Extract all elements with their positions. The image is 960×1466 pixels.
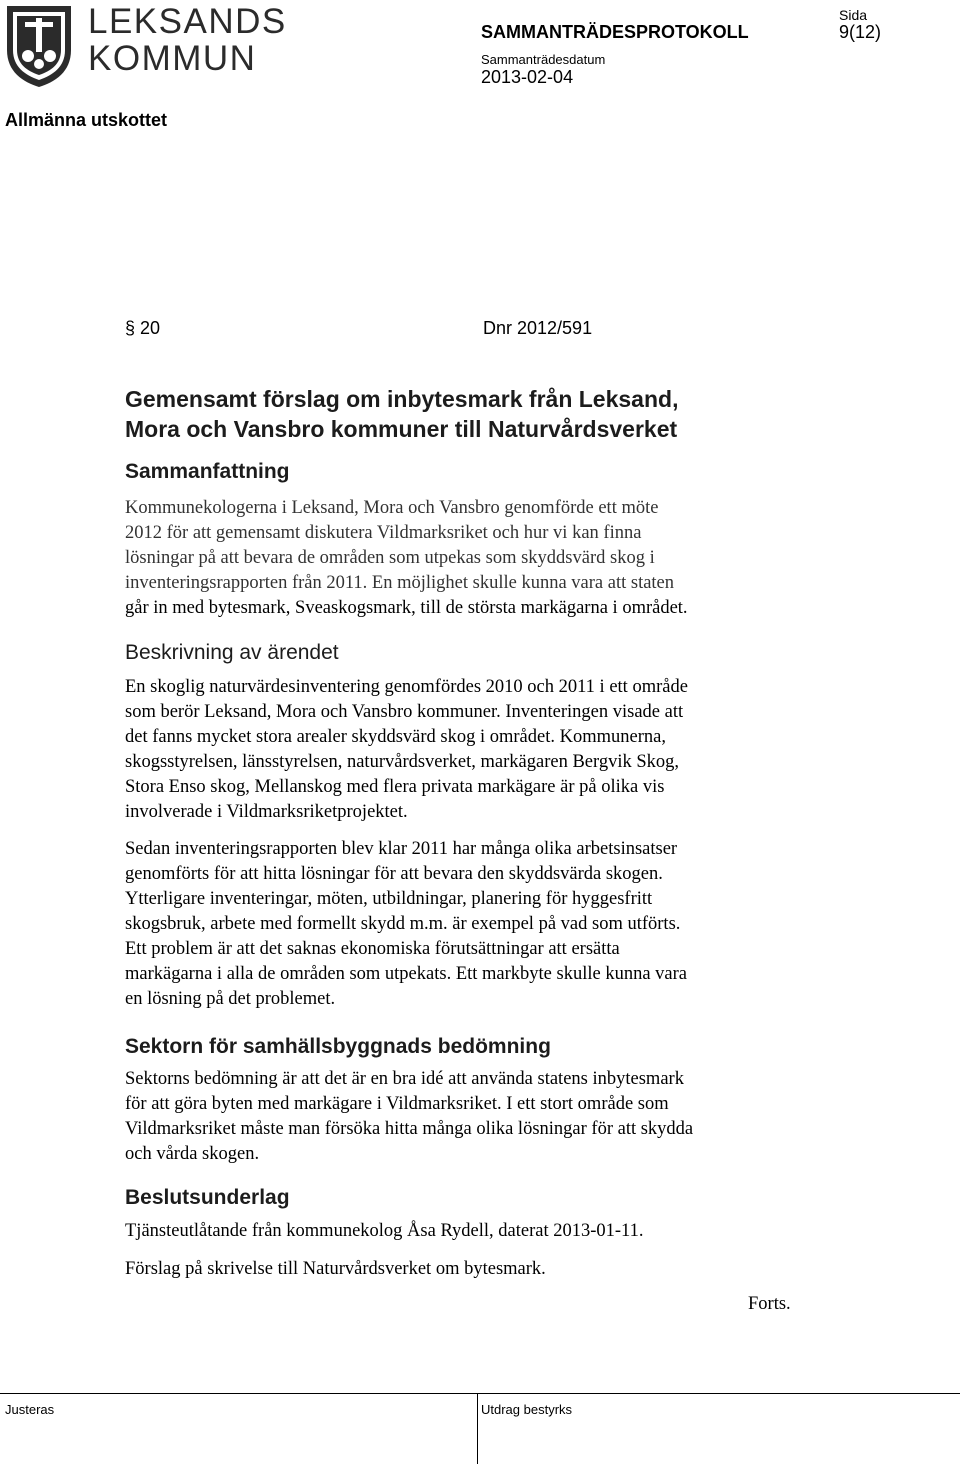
text-line: Sektorns bedömning är att det är en bra idé att använda statens inbytesmark	[125, 1069, 684, 1089]
decision-basis-heading: Beslutsunderlag	[125, 1186, 290, 1209]
sector-assessment-paragraph	[125, 1067, 825, 1167]
item-title-line: Gemensamt förslag om inbytesmark från Leksand,	[125, 386, 679, 412]
sector-assessment-heading: Sektorn för samhällsbyggnads bedömning	[125, 1035, 551, 1058]
signature-box-divider	[477, 1394, 478, 1464]
description-paragraph-2	[125, 837, 825, 1012]
text-line: genomförts för att hitta lösningar för att bevara den skyddsvärda skogen.	[125, 864, 663, 884]
description-paragraph-1	[125, 675, 825, 825]
text-line: det fanns mycket stora arealer skyddsvärd skog i området. Kommunerna,	[125, 727, 666, 747]
logo-text-kommun: KOMMUN	[88, 39, 257, 78]
description-heading: Beskrivning av ärendet	[125, 641, 339, 664]
text-line: skogsstyrelsen, länsstyrelsen, naturvårdsverket, markägaren Bergvik Skog,	[125, 752, 680, 772]
text-line: för att göra byten med markägare i Vildmarksriket. I ett stort område som	[125, 1094, 669, 1114]
text-line: Vildmarksriket måste man försöka hitta många olika lösningar för att skydda	[125, 1119, 694, 1139]
text-line: som berör Leksand, Mora och Vansbro kommuner. Inventeringen visade att	[125, 702, 684, 722]
page-number: 9(12)	[839, 22, 882, 42]
leksands-coat-of-arms-logo	[5, 4, 73, 88]
paragraph-sign: §	[125, 318, 136, 338]
meeting-date-value: 2013-02-04	[481, 67, 574, 87]
document-type: SAMMANTRÄDESPROTOKOLL	[481, 22, 749, 42]
logo-text-leksands: LEKSANDS	[88, 2, 287, 41]
text-line: 2012 för att gemensamt diskutera Vildmarksriket och hur vi kan finna	[125, 523, 642, 543]
footer-divider	[0, 1393, 960, 1394]
text-line: inventeringsrapporten från 2011. En möjlighet skulle kunna vara att staten	[125, 573, 675, 593]
text-line: En skoglig naturvärdesinventering genomfördes 2010 och 2011 i ett område	[125, 677, 688, 697]
decision-basis-item: Förslag på skrivelse till Naturvårdsverket om bytesmark.	[125, 1259, 546, 1279]
continued-marker: Forts.	[748, 1294, 791, 1314]
item-title-line: Mora och Vansbro kommuner till Naturvårdsverket	[125, 416, 678, 442]
text-line: involverade i Vildmarksriketprojektet.	[125, 802, 408, 822]
text-line: lösningar på att bevara de områden som utpekas som skyddsvärd skog i	[125, 548, 655, 568]
text-line: Ett problem är att det saknas ekonomiska förutsättningar att ersätta	[125, 939, 620, 959]
text-line: en lösning på det problemet.	[125, 989, 336, 1009]
text-line: Ytterligare inventeringar, möten, utbildningar, planering för hyggesfritt	[125, 889, 653, 909]
text-line: och vårda skogen.	[125, 1144, 260, 1164]
justeras-label: Justeras	[5, 1402, 55, 1417]
paragraph-number: 20	[140, 318, 161, 338]
decision-basis-item: Tjänsteutlåtande från kommunekolog Åsa Rydell, daterat 2013-01-11.	[125, 1221, 644, 1241]
text-line: Sedan inventeringsrapporten blev klar 2011 har många olika arbetsinsatser	[125, 839, 678, 859]
text-line: går in med bytesmark, Sveaskogsmark, till de största markägarna i området.	[125, 598, 688, 618]
committee-name: Allmänna utskottet	[5, 110, 168, 130]
text-line: markägarna i alla de områden som utpekats. Ett markbyte skulle kunna vara	[125, 964, 688, 984]
summary-heading: Sammanfattning	[125, 460, 290, 483]
text-line: skogsbruk, arbete med formellt skydd m.m. är exempel på vad som utförts.	[125, 914, 681, 934]
diary-number: Dnr 2012/591	[483, 318, 593, 338]
summary-paragraph	[125, 496, 825, 621]
text-line: Kommunekologerna i Leksand, Mora och Vansbro genomförde ett möte	[125, 498, 659, 518]
page-label: Sida	[839, 7, 868, 23]
extract-certified-label: Utdrag bestyrks	[481, 1402, 573, 1417]
item-title	[125, 384, 885, 444]
text-line: Stora Enso skog, Mellanskog med flera privata markägare är på olika vis	[125, 777, 665, 797]
meeting-date-label: Sammanträdesdatum	[481, 52, 606, 67]
